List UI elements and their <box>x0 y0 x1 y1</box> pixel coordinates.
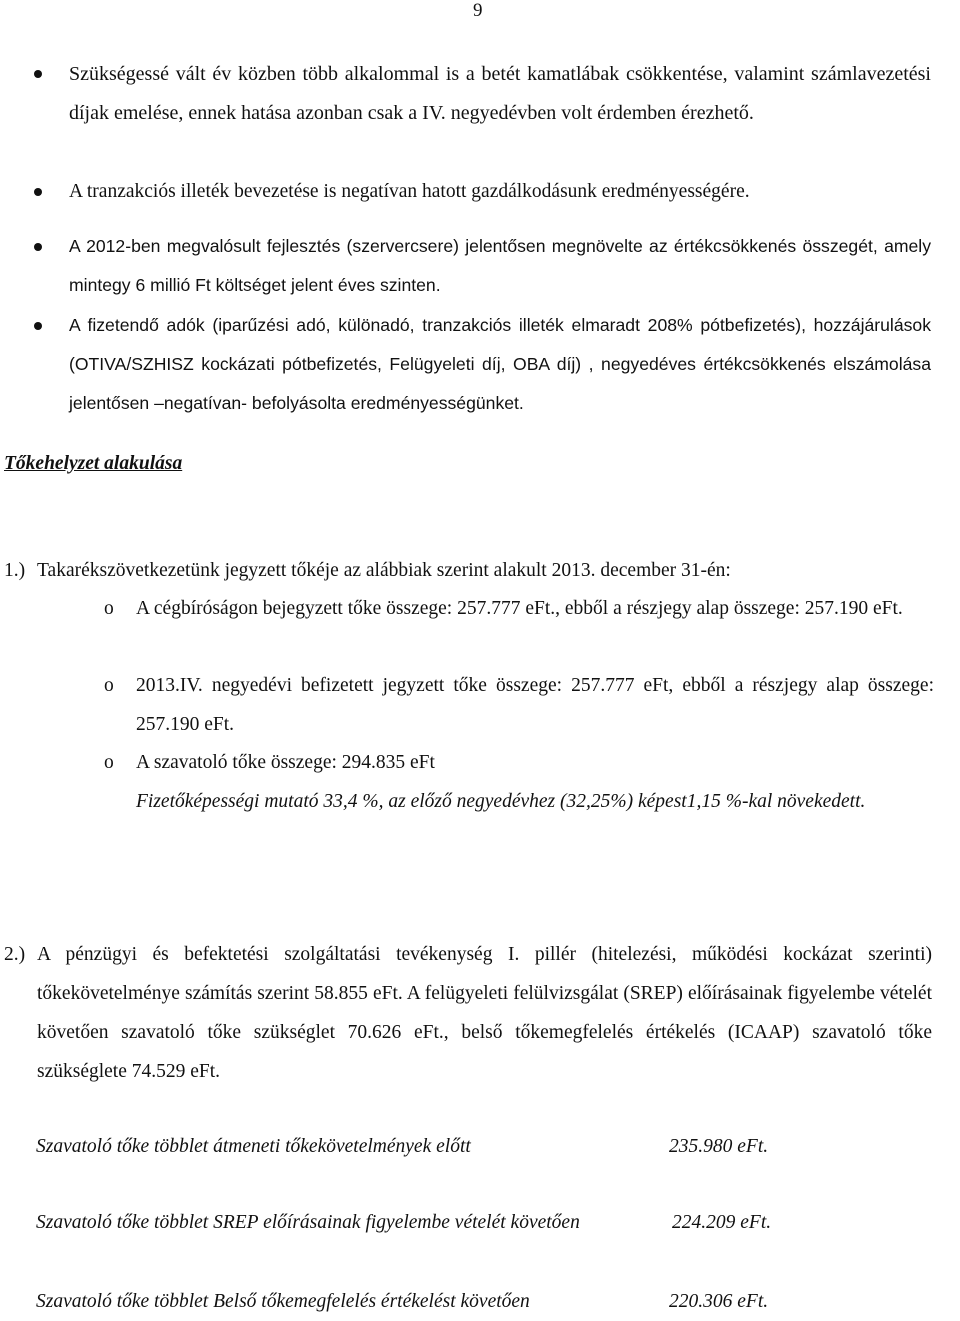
bullet-text: Szükségessé vált év közben több alkalommal is a betét kamatlábak csökkentése, valamint számlavezetési díjak emelése, ennek hatása azonban csak a IV. negyedévben volt érdemben érezhető. <box>69 63 931 124</box>
sub-item-text: A cégbíróságon bejegyzett tőke összege: 257.777 eFt., ebből a részjegy alap összege: 257.190 eFt. <box>136 598 903 619</box>
circle-bullet-icon: o <box>104 675 114 696</box>
item-number: 2.) <box>4 944 26 965</box>
bullet-dot-icon <box>34 322 42 330</box>
item-number: 1.) <box>4 560 26 581</box>
page-number: 9 <box>473 0 483 21</box>
surplus-row <box>36 1291 936 1321</box>
circle-bullet-icon: o <box>104 598 114 619</box>
sub-item-text: 2013.IV. negyedévi befizetett jegyzett tőke összege: 257.777 eFt, ebből a részjegy alap összege: 257.190 eFt. <box>136 675 934 735</box>
surplus-label: Szavatoló tőke többlet átmeneti tőkekövetelmények előtt <box>36 1136 471 1157</box>
section-heading: Tőkehelyzet alakulása <box>4 453 183 474</box>
surplus-row <box>36 1212 936 1242</box>
solvency-note: Fizetőképességi mutató 33,4 %, az előző negyedévhez (32,25%) képest1,15 %-kal növekedett. <box>136 791 866 812</box>
bullet-dot-icon <box>34 188 42 196</box>
surplus-value: 235.980 eFt. <box>669 1136 769 1157</box>
circle-bullet-icon: o <box>104 752 114 773</box>
surplus-value: 224.209 eFt. <box>672 1212 772 1233</box>
bullet-text: A fizetendő adók (iparűzési adó, különadó, tranzakciós illeték elmaradt 208% pótbefizetés), hozzájárulások (OTIVA/SZHISZ kockázati pótbefizetés, Felügyeleti díj, OBA díj) , negyedéves értékcsökkenés elszámolása jelentősen –negatívan- befolyásolta eredményességünket. <box>69 315 931 413</box>
bullet-text: A 2012-ben megvalósult fejlesztés (szervercsere) jelentősen megnövelte az értékcsökkenés összegét, amely mintegy 6 millió Ft költséget jelent éves szinten. <box>69 236 931 295</box>
item-text: Takarékszövetkezetünk jegyzett tőkéje az alábbiak szerint alakult 2013. december 31-én: <box>37 560 731 581</box>
surplus-value: 220.306 eFt. <box>669 1291 769 1312</box>
bullet-dot-icon <box>34 243 42 251</box>
item-text: A pénzügyi és befektetési szolgáltatási tevékenység I. pillér (hitelezési, működési kockázat szerinti) tőkekövetelménye számítás szerint 58.855 eFt. A felügyeleti felülvizsgálat (SREP) előírásainak figyelembe vételét követően szavatoló tőke szükséglet 70.626 eFt., belső tőkemegfelelés értékelés (ICAAP) szavatoló tőke szükséglete 74.529 eFt. <box>37 944 932 1082</box>
bullet-text: A tranzakciós illeték bevezetése is negatívan hatott gazdálkodásunk eredményességére. <box>69 181 750 202</box>
surplus-row <box>36 1136 936 1166</box>
surplus-label: Szavatoló tőke többlet Belső tőkemegfelelés értékelést követően <box>36 1291 530 1312</box>
sub-item-text: A szavatoló tőke összege: 294.835 eFt <box>136 752 435 773</box>
surplus-label: Szavatoló tőke többlet SREP előírásainak figyelembe vételét követően <box>36 1212 580 1233</box>
bullet-dot-icon <box>34 70 42 78</box>
